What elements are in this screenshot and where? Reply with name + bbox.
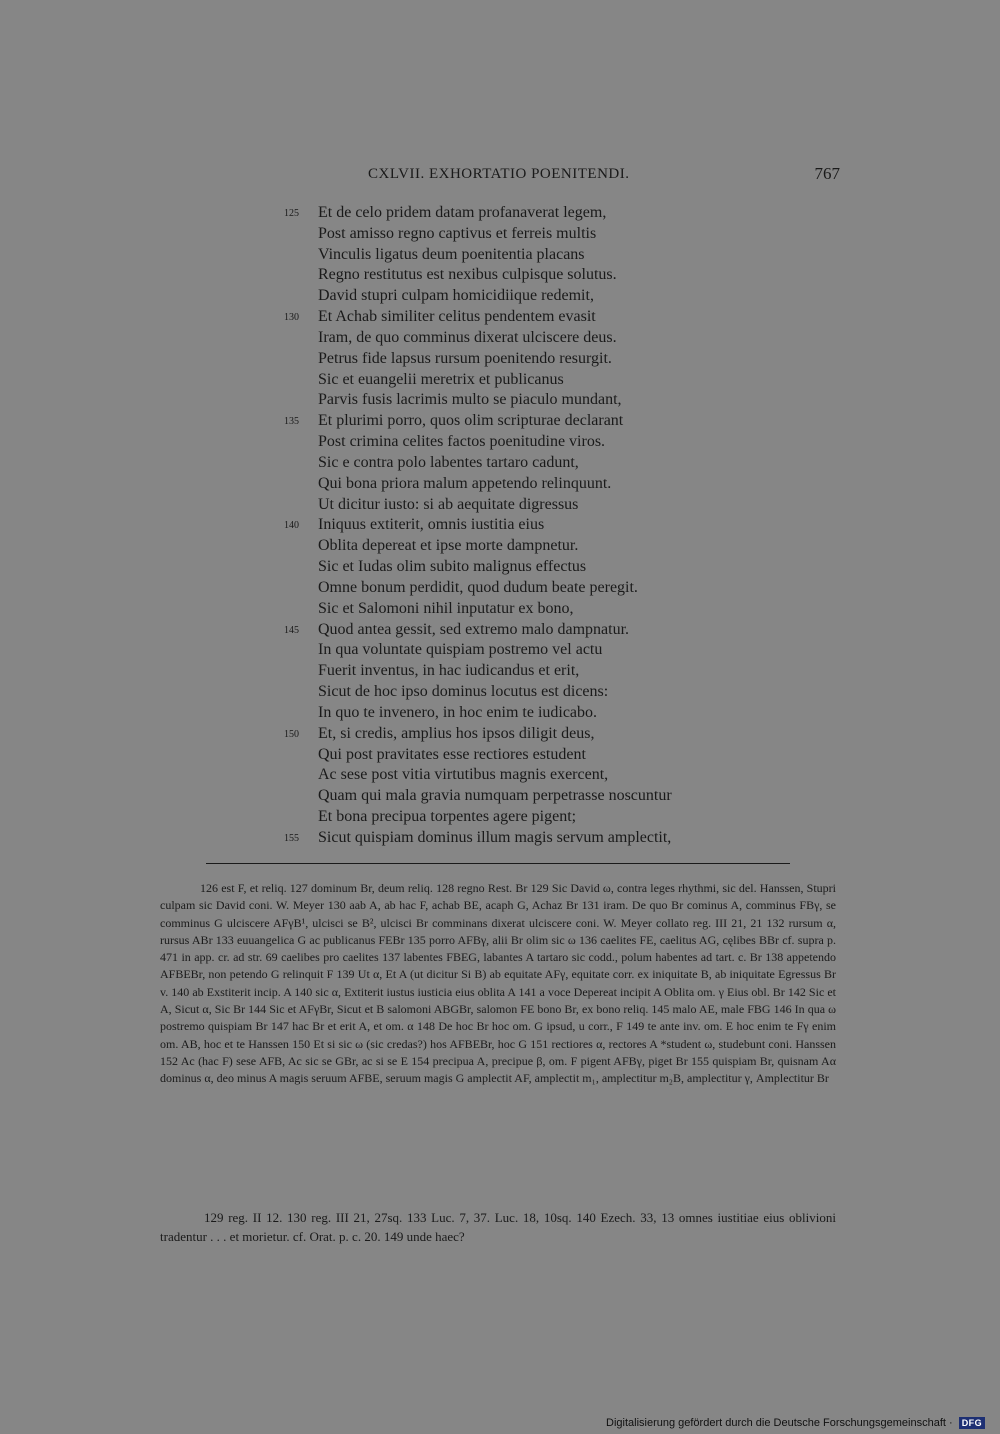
verse-text: In quo te invenero, in hoc enim te iudicabo. xyxy=(318,703,598,721)
verse-line xyxy=(284,765,784,786)
verse-line xyxy=(284,703,784,724)
verse-line xyxy=(284,828,784,849)
footer-credit: Digitalisierung gefördert durch die Deutsche Forschungsgemeinschaft · xyxy=(606,1417,953,1429)
verse-text: Post crimina celites factos poenitudine viros. xyxy=(318,433,606,451)
running-header xyxy=(368,166,840,188)
verse-line xyxy=(284,786,784,807)
verse-line xyxy=(284,453,784,474)
verse-text: Quam qui mala gravia numquam perpetrasse noscuntur xyxy=(318,787,672,805)
verse-line xyxy=(284,536,784,557)
verse-line xyxy=(284,411,784,432)
verse-text: Sic e contra polo labentes tartaro cadunt, xyxy=(318,453,579,471)
line-number: 150 xyxy=(284,728,299,740)
source-references xyxy=(160,1208,836,1246)
verse-line xyxy=(284,807,784,828)
verse-line xyxy=(284,390,784,411)
verse-text: Sicut de hoc ipso dominus locutus est dicens: xyxy=(318,683,609,701)
verse-text: Et plurimi porro, quos olim scripturae declarant xyxy=(318,412,624,430)
verse-text: Et bona precipua torpentes agere pigent; xyxy=(318,808,577,826)
verse-text: Et Achab similiter celitus pendentem evasit xyxy=(318,308,596,326)
verse-text: Sicut quispiam dominus illum magis servum amplectit, xyxy=(318,828,672,846)
verse-line xyxy=(284,328,784,349)
verse-line xyxy=(284,432,784,453)
verse-line xyxy=(284,620,784,641)
verse-text: Qui post pravitates esse rectiores estudent xyxy=(318,745,586,763)
verse-line xyxy=(284,578,784,599)
verse-text: David stupri culpam homicidiique redemit, xyxy=(318,287,594,305)
verse-text: Regno restitutus est nexibus culpisque solutus. xyxy=(318,266,617,284)
footer xyxy=(606,1415,985,1431)
verse-line xyxy=(284,661,784,682)
verse-text: Iram, de quo comminus dixerat ulciscere deus. xyxy=(318,328,617,346)
verse-line xyxy=(284,515,784,536)
dfg-logo-icon: DFG xyxy=(959,1417,986,1429)
verse-line xyxy=(284,745,784,766)
line-number: 125 xyxy=(284,208,299,219)
verse-text: Petrus fide lapsus rursum poenitendo resurgit. xyxy=(318,349,612,367)
verse-text: Oblita depereat et ipse morte dampnetur. xyxy=(318,537,579,555)
verse-text: Vinculis ligatus deum poenitentia placans xyxy=(318,245,585,263)
line-number: 145 xyxy=(284,624,299,636)
verse-text: Parvis fusis lacrimis multo se piaculo mundant, xyxy=(318,391,622,409)
verse-line xyxy=(284,245,784,266)
verse-text: Omne bonum perdidit, quod dudum beate peregit. xyxy=(318,578,638,596)
line-number: 155 xyxy=(284,832,299,844)
verse-text: Ac sese post vitia virtutibus magnis exercent, xyxy=(318,766,609,784)
verse-line xyxy=(284,495,784,516)
verse-text: Fuerit inventus, in hac iudicandus et erit, xyxy=(318,662,580,680)
verse-text: Ut dicitur iusto: si ab aequitate digressus xyxy=(318,495,579,513)
verse-text: Sic et Iudas olim subito malignus effectus xyxy=(318,558,587,576)
verse-text: In qua voluntate quispiam postremo vel actu xyxy=(318,641,603,659)
references-text: 129 reg. II 12. 130 reg. III 21, 27sq. 133 Luc. 7, 37. Luc. 18, 10sq. 140 Ezech. 33, 13 omnes iustitiae eius oblivioni tradentur . . . et morietur. cf. Orat. p. c. 20. 149 unde haec? xyxy=(160,1210,836,1244)
page-number: 767 xyxy=(814,164,840,183)
line-number: 135 xyxy=(284,416,299,428)
verse-line xyxy=(284,286,784,307)
verse-line xyxy=(284,265,784,286)
verse-text: Et, si credis, amplius hos ipsos diligit deus, xyxy=(318,724,595,742)
verse-line xyxy=(284,370,784,391)
verse-line xyxy=(284,349,784,370)
line-number: 140 xyxy=(284,520,299,532)
verse-line xyxy=(284,682,784,703)
verse-line xyxy=(284,557,784,578)
verse-text: Post amisso regno captivus et ferreis multis xyxy=(318,224,597,242)
verse-line xyxy=(284,599,784,620)
divider-rule xyxy=(206,863,790,864)
critical-apparatus xyxy=(160,880,836,1088)
verse-line xyxy=(284,640,784,661)
verse-text: Qui bona priora malum appetendo relinquunt. xyxy=(318,474,612,492)
verse-text: Sic et euangelii meretrix et publicanus xyxy=(318,370,564,388)
poem-text xyxy=(284,203,784,849)
line-number: 130 xyxy=(284,312,299,324)
verse-text: Quod antea gessit, sed extremo malo dampnatur. xyxy=(318,620,630,638)
verse-text: Et de celo pridem datam profanaverat legem, xyxy=(318,204,607,221)
verse-line xyxy=(284,474,784,495)
page-title: CXLVII. EXHORTATIO POENITENDI. xyxy=(368,166,630,182)
verse-text: Sic et Salomoni nihil inputatur ex bono, xyxy=(318,599,574,617)
apparatus-text: 126 est F, et reliq. 127 dominum Br, deum reliq. 128 regno Rest. Br 129 Sic David ω, contra leges rhythmi, sic del. Hanssen, Stupri culpam sic David coni. W. Meyer 130 aab A, ab hac F, achab BE, acaph G, Achaz Br 131 iram. De quo Br cominus A, comminus FBγ, se comminus G ulciscere AFγB¹, ulcisci se B², ulcisci Br comminans dixerat ulciscere coni. W. Meyer collato reg. III 21, 21 132 rursum α, rursus ABr 133 euuangelica G ac publicanus FEBr 135 porro AFBγ, alii Br olim sic ω 136 caelites FE, caelitus AG, cęlibes BBr cf. supra p. 471 in app. cr. ad str. 69 caelibes pro caelites 137 labentes FBEG, labantes A tartaro sic codd., polum habentes ad tart. c. Br 138 appetendo AFBEBr, non petendo G relinquit F 139 Ut α, Et A (ut dicitur Si B) ab equitate AFγ, equitate corr. ex iniquitate B, ab iniquitate Egressus Br v. 140 ab Exstiterit incip. A 140 sic α, Extiterit iustus iusticia eius oblita A 141 a voce Depereat incipit A Oblita om. γ Eius obl. Br 142 Sic et A, Sicut α, Sic Br 144 Sic et AFγBr, Sicut et B salomoni ABGBr, salomon FE bono Br, ex bono reliq. 145 malo AE, male FBG 146 In qua ω postremo quispiam Br 147 hac Br et erit A, et om. α 148 De hoc Br hoc om. G ipsud, u corr., F 149 te ante inv. om. E hoc enim te Fγ enim om. AB, hoc et te Hanssen 150 Et si sic ω (sic credas?) hos AFBEBr, hoc G 151 rectiores α, rectores A *student ω, studebunt coni. Hanssen 152 Ac (hac F) sese AFB, Ac sic se GBr, ac si se E 154 precipua A, precipue β, om. F pigent AFBγ, piget Br 155 quispiam Br, quisnam Aα dominus α, deo minus A magis seruum AFBE, seruum magis G amplectit AF, amplectit m₁, amplectitur m₂B, amplectitur γ, Amplectitur Br xyxy=(160,881,836,1086)
verse-line xyxy=(284,224,784,245)
verse-line xyxy=(284,724,784,745)
verse-line xyxy=(284,203,784,224)
verse-line xyxy=(284,307,784,328)
verse-text: Iniquus extiterit, omnis iustitia eius xyxy=(318,516,545,534)
